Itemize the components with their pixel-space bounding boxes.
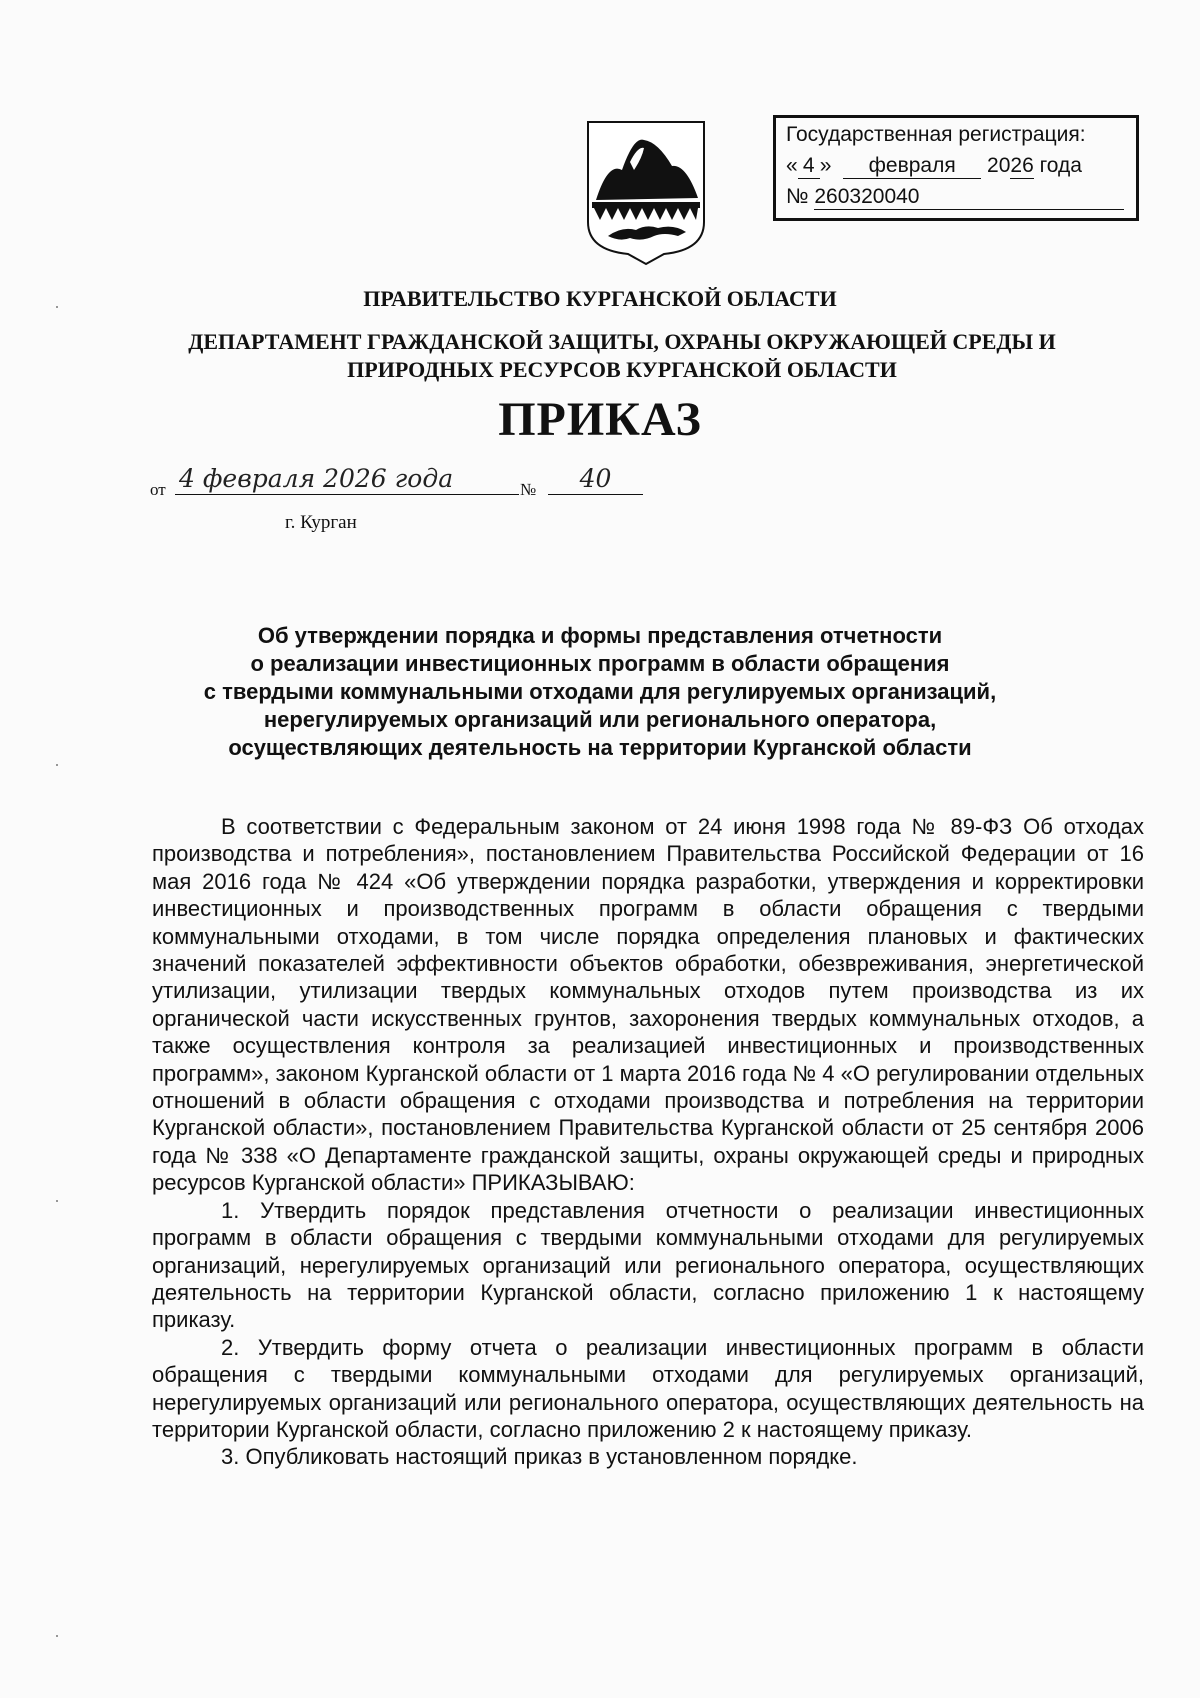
department-title-line1: ДЕПАРТАМЕНТ ГРАЖДАНСКОЙ ЗАЩИТЫ, ОХРАНЫ ОКРУЖАЮЩЕЙ СРЕДЫ И [188, 329, 1056, 354]
registration-title: Государственная регистрация: [786, 123, 1086, 146]
scan-speck [56, 1635, 58, 1637]
handwritten-date: 4 февраля 2026 года [175, 464, 519, 495]
scan-speck [56, 306, 58, 308]
registration-date: « 4 » февраля 2026 года [786, 154, 1082, 177]
document-title-line: о реализации инвестиционных программ в области обращения [250, 651, 950, 676]
department-title [150, 328, 1094, 384]
registration-number-label: № [786, 185, 809, 208]
document-title [120, 622, 1080, 762]
preamble-paragraph: В соответствии с Федеральным законом от 24 июня 1998 года № 89-ФЗ Об отходах производства и потребления», постановлением Правительства Российской Федерации от 16 мая 2016 года № 424 «Об утверждении порядка разработки, утверждения и корректировки инвестиционных и производственных программ в области обращения с твердыми коммунальными отходами, в том числе порядка определения плановых и фактических значений показателей эффективности объектов обработки, обезвреживания, энергетической утилизации, утилизации твердых коммунальных отходов путем производства из их органической части искусственных грунтов, захоронения твердых коммунальных отходов, а также осуществления контроля за реализацией инвестиционных и производственных программ», законом Курганской области от 1 марта 2016 года № 4 «О регулировании отдельных отношений в области обращения с отходами производства и потребления на территории Курганской области», постановлением Правительства Курганской области от 25 сентября 2006 года № 338 «О Департаменте гражданской защиты, охраны окружающей среды и природных ресурсов Курганской области» ПРИКАЗЫВАЮ: [152, 814, 1144, 1196]
registration-year-word: года [1039, 154, 1082, 177]
department-title-line2: ПРИРОДНЫХ РЕСУРСОВ КУРГАНСКОЙ ОБЛАСТИ [347, 357, 897, 382]
order-item-1: 1. Утвердить порядок представления отчетности о реализации инвестиционных программ в области обращения с твердыми коммунальными отходами для регулируемых организаций, нерегулируемых организаций или регионального оператора, осуществляющих деятельность на территории Курганской области, согласно приложению 1 к настоящему приказу. [152, 1197, 1144, 1333]
document-title-line: осуществляющих деятельность на территории Курганской области [228, 735, 972, 760]
order-item-3: 3. Опубликовать настоящий приказ в установленном порядке. [221, 1444, 858, 1470]
registration-year-suffix: 26 [1010, 154, 1034, 177]
order-item-2: 2. Утвердить форму отчета о реализации инвестиционных программ в области обращения с твердыми коммунальными отходами для регулируемых организаций, нерегулируемых организаций или регионального оператора, осуществляющих деятельность на территории Курганской области, согласно приложению 2 к настоящему приказу. [152, 1334, 1144, 1442]
registration-year-prefix: 20 [987, 154, 1011, 177]
handwritten-order-number: 40 [548, 464, 643, 495]
government-title: ПРАВИТЕЛЬСТВО КУРГАНСКОЙ ОБЛАСТИ [363, 286, 837, 311]
scan-speck [56, 764, 58, 766]
order-number-label: № [520, 480, 537, 499]
document-type-title: ПРИКАЗ [498, 393, 702, 446]
date-from-label: от [150, 480, 166, 499]
document-title-line: нерегулируемых организаций или регионального оператора, [263, 707, 937, 732]
order-date-line [150, 464, 612, 500]
registration-day: 4 [798, 154, 820, 179]
registration-number: 260320040 [814, 185, 1124, 210]
coat-of-arms-emblem [582, 118, 710, 268]
document-title-line: Об утверждении порядка и формы представления отчетности [257, 623, 943, 648]
registration-number-row [786, 181, 1137, 212]
document-title-line: с твердыми коммунальными отходами для регулируемых организаций, [203, 679, 997, 704]
scan-speck [56, 1200, 58, 1202]
registration-month: февраля [843, 154, 981, 179]
city-label: г. Курган [285, 512, 357, 533]
registration-stamp [773, 115, 1139, 221]
document-body [152, 813, 1144, 1471]
